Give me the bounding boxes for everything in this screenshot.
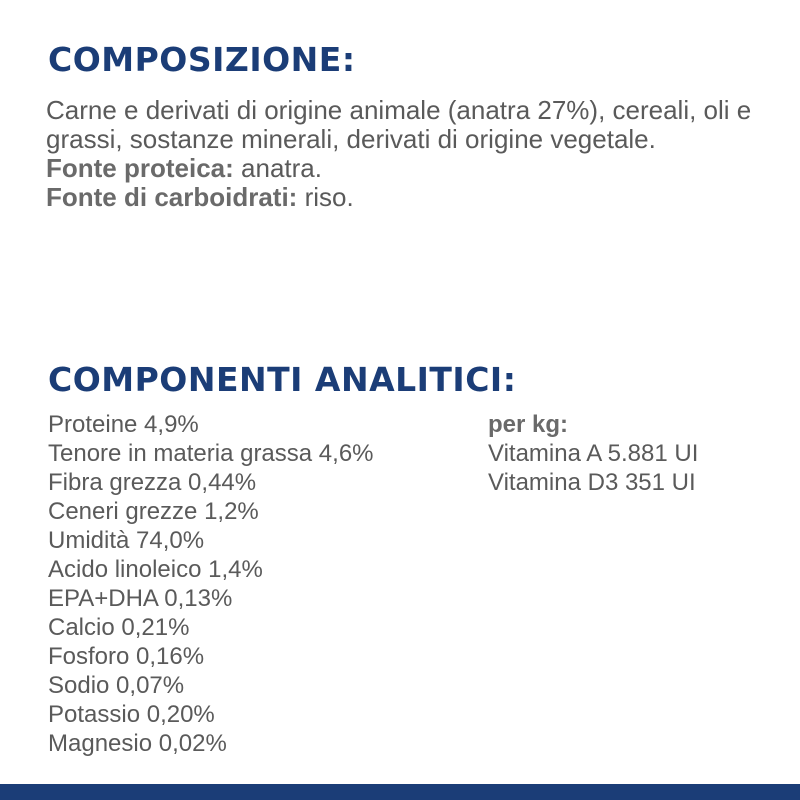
list-item: Sodio 0,07% bbox=[48, 672, 185, 699]
composition-heading: COMPOSIZIONE: bbox=[48, 40, 356, 79]
list-item: Proteine 4,9% bbox=[48, 411, 199, 438]
list-item: Magnesio 0,02% bbox=[48, 730, 227, 757]
analytic-components-list bbox=[48, 410, 374, 758]
list-item: Calcio 0,21% bbox=[48, 614, 190, 641]
list-item: Acido linoleico 1,4% bbox=[48, 556, 263, 583]
list-item: Vitamina A 5.881 UI bbox=[488, 440, 699, 467]
carb-source-label: Fonte di carboidrati: bbox=[46, 182, 298, 212]
composition-section bbox=[46, 96, 766, 212]
carb-source-value: riso. bbox=[297, 182, 354, 212]
list-item: Umidità 74,0% bbox=[48, 527, 205, 554]
vitamins-list bbox=[488, 439, 698, 497]
list-item: Tenore in materia grassa 4,6% bbox=[48, 440, 374, 467]
bottom-bar bbox=[0, 784, 800, 800]
vitamins-section bbox=[488, 410, 698, 497]
per-kg-label: per kg: bbox=[488, 411, 569, 438]
list-item: Potassio 0,20% bbox=[48, 701, 215, 728]
carb-source-line bbox=[46, 183, 766, 212]
list-item: EPA+DHA 0,13% bbox=[48, 585, 233, 612]
list-item: Vitamina D3 351 UI bbox=[488, 469, 696, 496]
list-item: Fibra grezza 0,44% bbox=[48, 469, 257, 496]
protein-source-label: Fonte proteica: bbox=[46, 153, 234, 183]
analytics-heading: COMPONENTI ANALITICI: bbox=[48, 360, 517, 399]
protein-source-line bbox=[46, 154, 766, 183]
composition-text: Carne e derivati di origine animale (anatra 27%), cereali, oli e grassi, sostanze minerali, derivati di origine vegetale. bbox=[46, 95, 752, 154]
list-item: Fosforo 0,16% bbox=[48, 643, 205, 670]
protein-source-value: anatra. bbox=[233, 153, 322, 183]
list-item: Ceneri grezze 1,2% bbox=[48, 498, 259, 525]
